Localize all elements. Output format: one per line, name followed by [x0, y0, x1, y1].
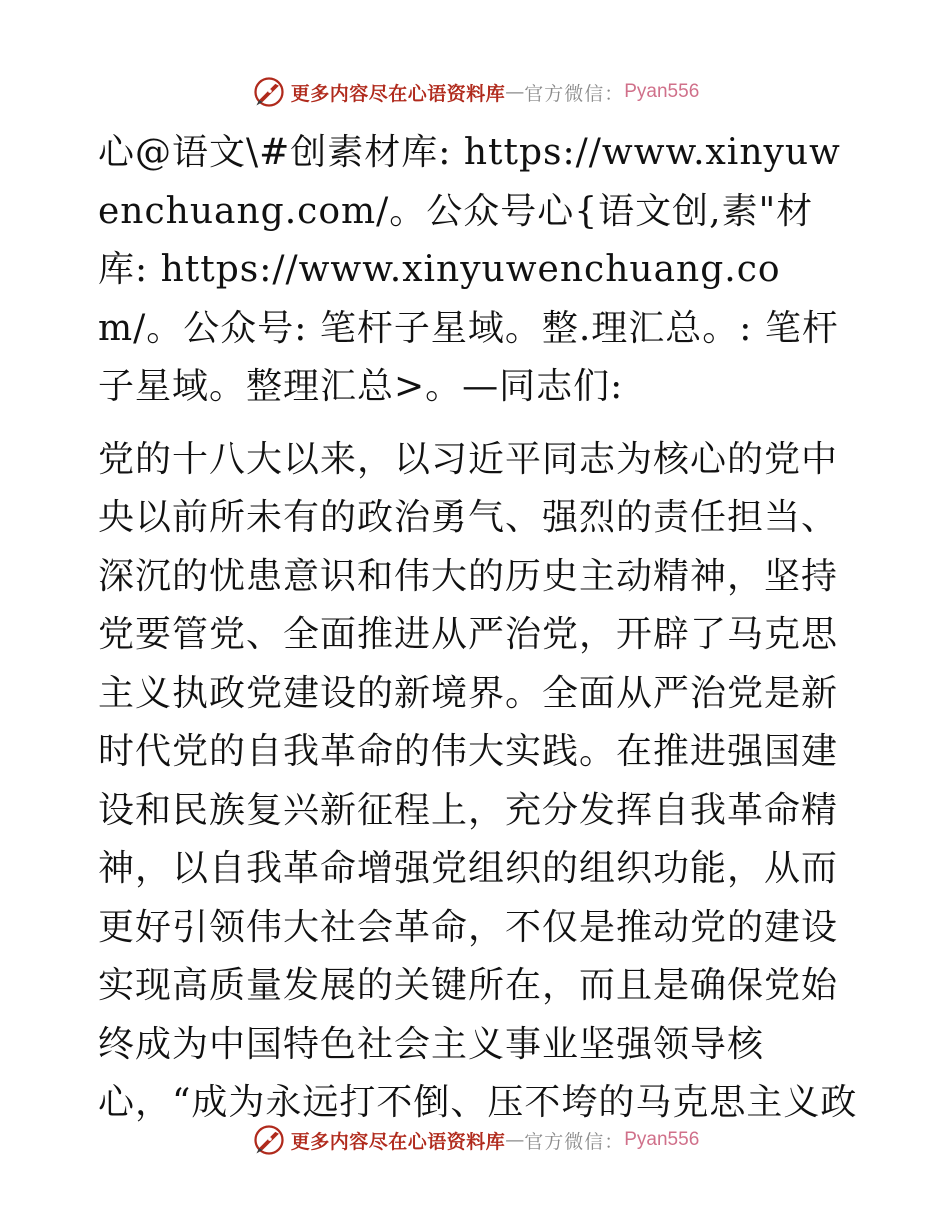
header-watermark-inner — [251, 74, 700, 110]
footer-banner-main-text: 更多内容尽在心语资料库 — [290, 1130, 506, 1153]
header-banner-sub-text: 官方微信： — [524, 82, 625, 105]
header-banner-wechat-id: Pyan556 — [624, 81, 700, 102]
footer-banner-dash: — — [505, 1129, 525, 1151]
footer-banner-sub-text: 官方微信： — [524, 1130, 625, 1153]
document-body — [98, 124, 858, 1147]
footer-watermark-inner — [251, 1122, 700, 1158]
header-banner-main-text: 更多内容尽在心语资料库 — [290, 82, 506, 105]
body-paragraph-2: 党的十八大以来，以习近平同志为核心的党中央以前所未有的政治勇气、强烈的责任担当、深沉的忧患意识和伟大的历史主动精神，坚持党要管党、全面推进从严治党，开辟了马克思主义执政党建设的新境界。全面从严治党是新时代党的自我革命的伟大实践。在推进强国建设和民族复兴新征程上，充分发挥自我革命精神，以自我革命增强党组织的组织功能，从而更好引领伟大社会革命，不仅是推动党的建设实现高质量发展的关键所在，而且是确保党始终成为中国特色社会主义事业坚强领导核心，“成为永远打不倒、压不垮的马克思主义政 — [98, 438, 858, 1123]
body-paragraph-1: 心@语文\#创素材库: https://www.xinyuwenchuang.com/。公众号心{语文创,素"材库: https://www.xinyuwenchuang.com/。公众号: 笔杆子星域。整.理汇总。: 笔杆子星域。整理汇总>。—同志们: — [98, 132, 841, 407]
header-watermark-banner — [0, 72, 950, 112]
pen-logo-icon — [251, 1122, 287, 1158]
pen-logo-icon — [251, 74, 287, 110]
header-banner-dash: — — [505, 81, 525, 103]
footer-banner-wechat-id: Pyan556 — [624, 1129, 700, 1150]
footer-watermark-banner — [0, 1120, 950, 1160]
